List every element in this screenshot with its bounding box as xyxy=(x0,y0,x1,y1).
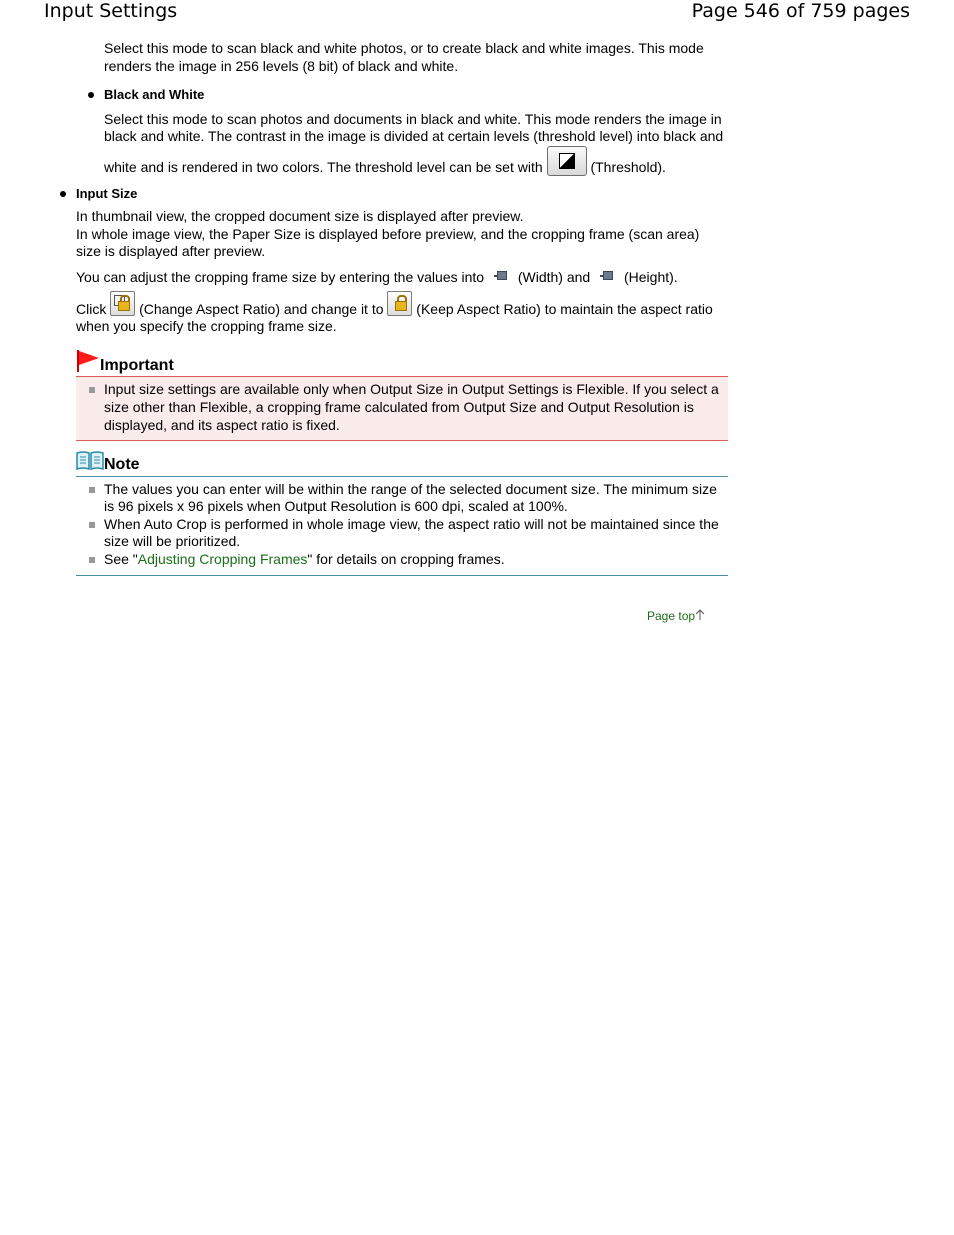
width-icon xyxy=(494,269,508,283)
important-box xyxy=(76,376,728,441)
note-title: Note xyxy=(104,456,140,474)
click-text-2: (Change Aspect Ratio) and change it to xyxy=(139,300,384,317)
page-top-label: Page top xyxy=(647,609,696,623)
note-item: See "Adjusting Cropping Frames" for details on cropping frames. xyxy=(104,551,728,569)
bw-heading xyxy=(104,86,728,104)
grayscale-description: Select this mode to scan black and white photos, or to create black and white images. This mode renders the image in 256 levels (8 bit) of black and white. xyxy=(104,40,704,74)
bw-description-end: (Threshold). xyxy=(590,158,666,175)
adjust-text-1: You can adjust the cropping frame size by entering the values into xyxy=(76,268,485,285)
red-flag-icon xyxy=(76,350,100,372)
note-box xyxy=(76,476,728,576)
main-content xyxy=(76,40,728,576)
input-size-title: Input Size xyxy=(76,185,138,201)
change-aspect-ratio-icon[interactable] xyxy=(110,291,135,316)
bullet-dot xyxy=(88,92,94,98)
note-item: When Auto Crop is performed in whole image view, the aspect ratio will not be maintained since the size will be prioritized. xyxy=(104,516,728,551)
bw-section xyxy=(76,86,728,176)
adjust-text-2: (Width) and xyxy=(517,268,591,285)
bw-title: Black and White xyxy=(104,87,205,103)
note-section xyxy=(76,451,728,576)
important-item: Input size settings are available only when Output Size in Output Settings is Flexible. If you select a size other than Flexible, a cropping frame calculated from Output Size and Output Resolution is displayed, and its aspect ratio is fixed. xyxy=(104,381,728,434)
important-heading xyxy=(76,350,728,375)
note-heading xyxy=(76,451,728,474)
keep-aspect-ratio-icon[interactable] xyxy=(387,291,412,316)
bw-description-text: Select this mode to scan photos and documents in black and white. This mode renders the image in black and white. The contrast in the image is divided at certain levels (threshold level) into black and white and is rendered in two colors. The threshold level can be set with xyxy=(104,110,724,175)
bw-description xyxy=(104,111,728,177)
height-icon xyxy=(600,269,614,283)
adjusting-cropping-frames-link[interactable]: Adjusting Cropping Frames xyxy=(137,551,308,568)
click-text-1: Click xyxy=(76,300,107,317)
input-size-line-2: In whole image view, the Paper Size is displayed before preview, and the cropping frame (scan area) size is displayed after preview. xyxy=(76,225,700,260)
input-size-heading xyxy=(76,185,728,203)
important-title: Important xyxy=(100,356,174,374)
input-size-aspect xyxy=(76,291,728,336)
book-icon xyxy=(76,451,104,471)
page-top-link[interactable] xyxy=(647,609,705,623)
arrow-up-icon xyxy=(695,609,705,621)
input-size-line-1: In thumbnail view, the cropped document size is displayed after preview. xyxy=(76,208,524,225)
adjust-text-3: (Height). xyxy=(624,268,678,285)
input-size-section xyxy=(76,185,728,336)
note-item: The values you can enter will be within the range of the selected document size. The minimum size is 96 pixels x 96 pixels when Output Resolution is 600 dpi, scaled at 100%. xyxy=(104,481,728,516)
threshold-icon[interactable] xyxy=(547,146,587,176)
page-header xyxy=(0,0,954,28)
click-text-3: (Keep Aspect Ratio) to maintain the aspect ratio when you specify the cropping frame size. xyxy=(76,300,713,335)
page-title: Input Settings xyxy=(44,0,178,22)
important-section xyxy=(76,350,728,441)
input-size-adjust xyxy=(76,269,728,287)
page-counter: Page 546 of 759 pages xyxy=(691,0,910,22)
bullet-dot xyxy=(60,191,66,197)
